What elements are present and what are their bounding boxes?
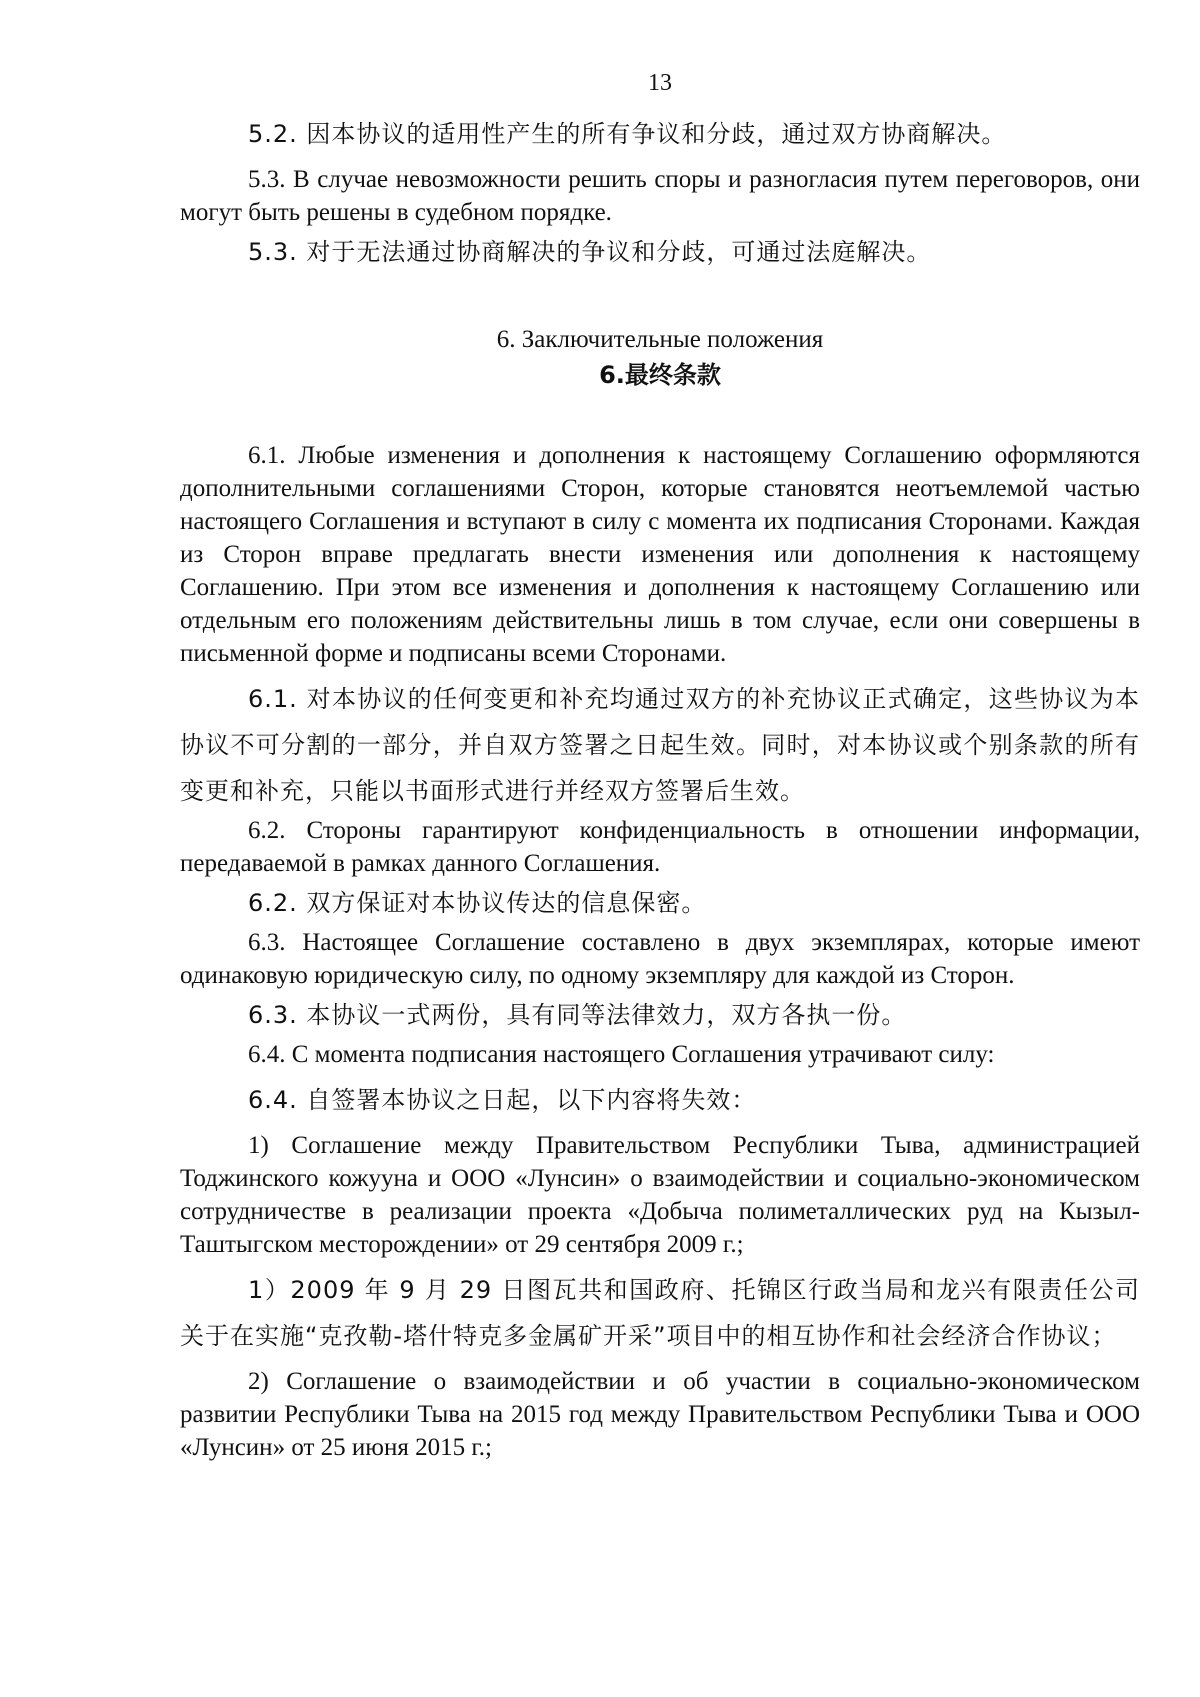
- clause-6-3-cn: 6.3. 本协议一式两份，具有同等法律效力，双方各执一份。: [248, 1001, 907, 1029]
- clause-6-2-ru: 6.2. Стороны гарантируют конфиденциальность в отношении информации, передаваемой в рамках данного Соглашения.: [180, 817, 1140, 877]
- clause-6-1-cn: 6.1. 对本协议的任何变更和补充均通过双方的补充协议正式确定，这些协议为本协议不可分割的一部分，并自双方签署之日起生效。同时，对本协议或个别条款的所有变更和补充，只能以书面形式进行并经双方签署后生效。: [180, 685, 1140, 805]
- clause-6-1-ru: 6.1. Любые изменения и дополнения к настоящему Соглашению оформляются дополнительными соглашениями Сторон, которые становятся неотъемлемой частью настоящего Соглашения и вступают в силу с момента их подписания Сторонами. Каждая из Сторон вправе предлагать внести изменения или дополнения к настоящему Соглашению. При этом все изменения и дополнения к настоящему Соглашению или отдельным его положениям действительны лишь в том случае, если они совершены в письменной форме и подписаны всеми Сторонами.: [180, 442, 1140, 667]
- clause-6-4-ru: 6.4. С момента подписания настоящего Соглашения утрачивают силу:: [248, 1041, 995, 1068]
- section-title-ru: 6. Заключительные положения: [496, 326, 824, 353]
- clause-5-2-cn: 5.2. 因本协议的适用性产生的所有争议和分歧，通过双方协商解决。: [248, 120, 1007, 148]
- list-item-1-ru: 1) Соглашение между Правительством Республики Тыва, администрацией Тоджинского кожууна и ООО «Лунсин» о взаимодействии и социально-экономическом сотрудничестве в реализации проекта «Добыча полиметаллических руд на Кызыл-Таштыгском месторождении» от 29 сентября 2009 г.;: [180, 1132, 1140, 1258]
- clause-6-3-ru: 6.3. Настоящее Соглашение составлено в двух экземплярах, которые имеют одинаковую юридическую силу, по одному экземпляру для каждой из Сторон.: [180, 929, 1140, 989]
- clause-5-3-ru: 5.3. В случае невозможности решить споры и разногласия путем переговоров, они могут быть решены в судебном порядке.: [180, 166, 1140, 226]
- list-item-1-cn: 1）2009 年 9 月 29 日图瓦共和国政府、托锦区行政当局和龙兴有限责任公司关于在实施“克孜勒-塔什特克多金属矿开采”项目中的相互协作和社会经济合作协议；: [180, 1276, 1140, 1350]
- document-page: [180, 60, 1140, 1464]
- list-item-2-ru: 2) Соглашение о взаимодействии и об участии в социально-экономическом развитии Республики Тыва на 2015 год между Правительством Республики Тыва и ООО «Лунсин» от 25 июня 2015 г.;: [180, 1368, 1140, 1461]
- section-title-cn: 6.最终条款: [599, 361, 721, 389]
- clause-6-4-cn: 6.4. 自签署本协议之日起，以下内容将失效：: [248, 1086, 757, 1114]
- page-number: 13: [648, 70, 672, 96]
- clause-6-2-cn: 6.2. 双方保证对本协议传达的信息保密。: [248, 889, 707, 917]
- clause-5-3-cn: 5.3. 对于无法通过协商解决的争议和分歧，可通过法庭解决。: [248, 238, 932, 266]
